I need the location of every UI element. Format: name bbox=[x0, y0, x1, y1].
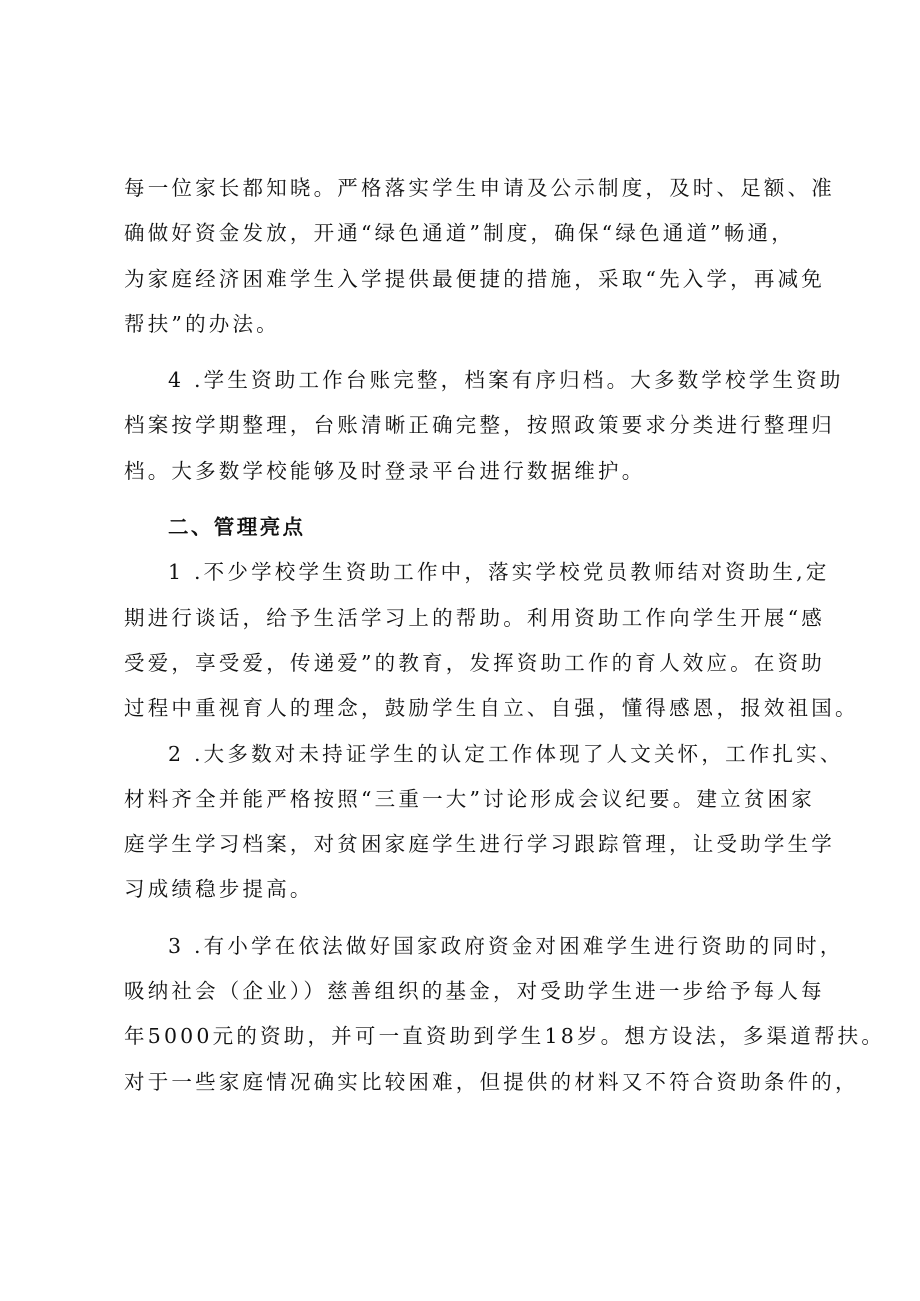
text-line: 档案按学期整理，台账清晰正确完整，按照政策要求分类进行整理归 bbox=[124, 413, 835, 438]
section-heading-text: 二、管理亮点 bbox=[168, 515, 306, 540]
text-line: 庭学生学习档案，对贫困家庭学生进行学习跟踪管理，让受助学生学 bbox=[124, 832, 835, 857]
section-heading bbox=[124, 505, 824, 550]
text-line: 为家庭经济困难学生入学提供最便捷的措施，采取“先入学，再减免 bbox=[124, 266, 825, 291]
paragraph-highlight-2 bbox=[124, 732, 844, 913]
text-line: 期进行谈话，给予生活学习上的帮助。利用资助工作向学生开展“感 bbox=[124, 605, 825, 630]
document-body bbox=[124, 166, 886, 1105]
paragraph-highlight-3 bbox=[124, 924, 886, 1105]
text-line: 1 .不少学校学生资助工作中，落实学校党员教师结对资助生,定 bbox=[168, 560, 830, 585]
text-line: 吸纳社会（企业））慈善组织的基金，对受助学生进一步给予每人每 bbox=[124, 979, 825, 1004]
paragraph-highlight-1 bbox=[124, 550, 859, 731]
text-line: 习成绩稳步提高。 bbox=[124, 877, 314, 902]
text-line: 受爱，享受爱，传递爱”的教育，发挥资助工作的育人效应。在资助 bbox=[124, 650, 825, 675]
text-line: 过程中重视育人的理念，鼓励学生自立、自强，懂得感恩，报效祖国。 bbox=[124, 696, 859, 721]
text-line: 每一位家长都知晓。严格落实学生申请及公示制度，及时、足额、准 bbox=[124, 176, 835, 200]
text-line: 年5000元的资助，并可一直资助到学生18岁。想方设法，多渠道帮扶。 bbox=[124, 1024, 886, 1049]
text-line: 确做好资金发放，开通“绿色通道”制度，确保“绿色通道”畅通， bbox=[124, 221, 795, 246]
paragraph-continuation bbox=[124, 166, 835, 347]
text-line: 2 .大多数对未持证学生的认定工作体现了人文关怀，工作扎实、 bbox=[168, 741, 844, 766]
paragraph-item-4 bbox=[124, 358, 844, 494]
text-line: 对于一些家庭情况确实比较困难，但提供的材料又不符合资助条件的， bbox=[124, 1069, 859, 1094]
text-line: 4 .学生资助工作台账完整，档案有序归档。大多数学校学生资助 bbox=[168, 368, 844, 393]
text-line: 3 .有小学在依法做好国家政府资金对困难学生进行资助的同时， bbox=[168, 933, 844, 958]
text-line: 帮扶”的办法。 bbox=[124, 311, 280, 336]
text-line: 材料齐全并能严格按照“三重一大”讨论形成会议纪要。建立贫困家 bbox=[124, 786, 815, 811]
text-line: 档。大多数学校能够及时登录平台进行数据维护。 bbox=[124, 458, 646, 483]
